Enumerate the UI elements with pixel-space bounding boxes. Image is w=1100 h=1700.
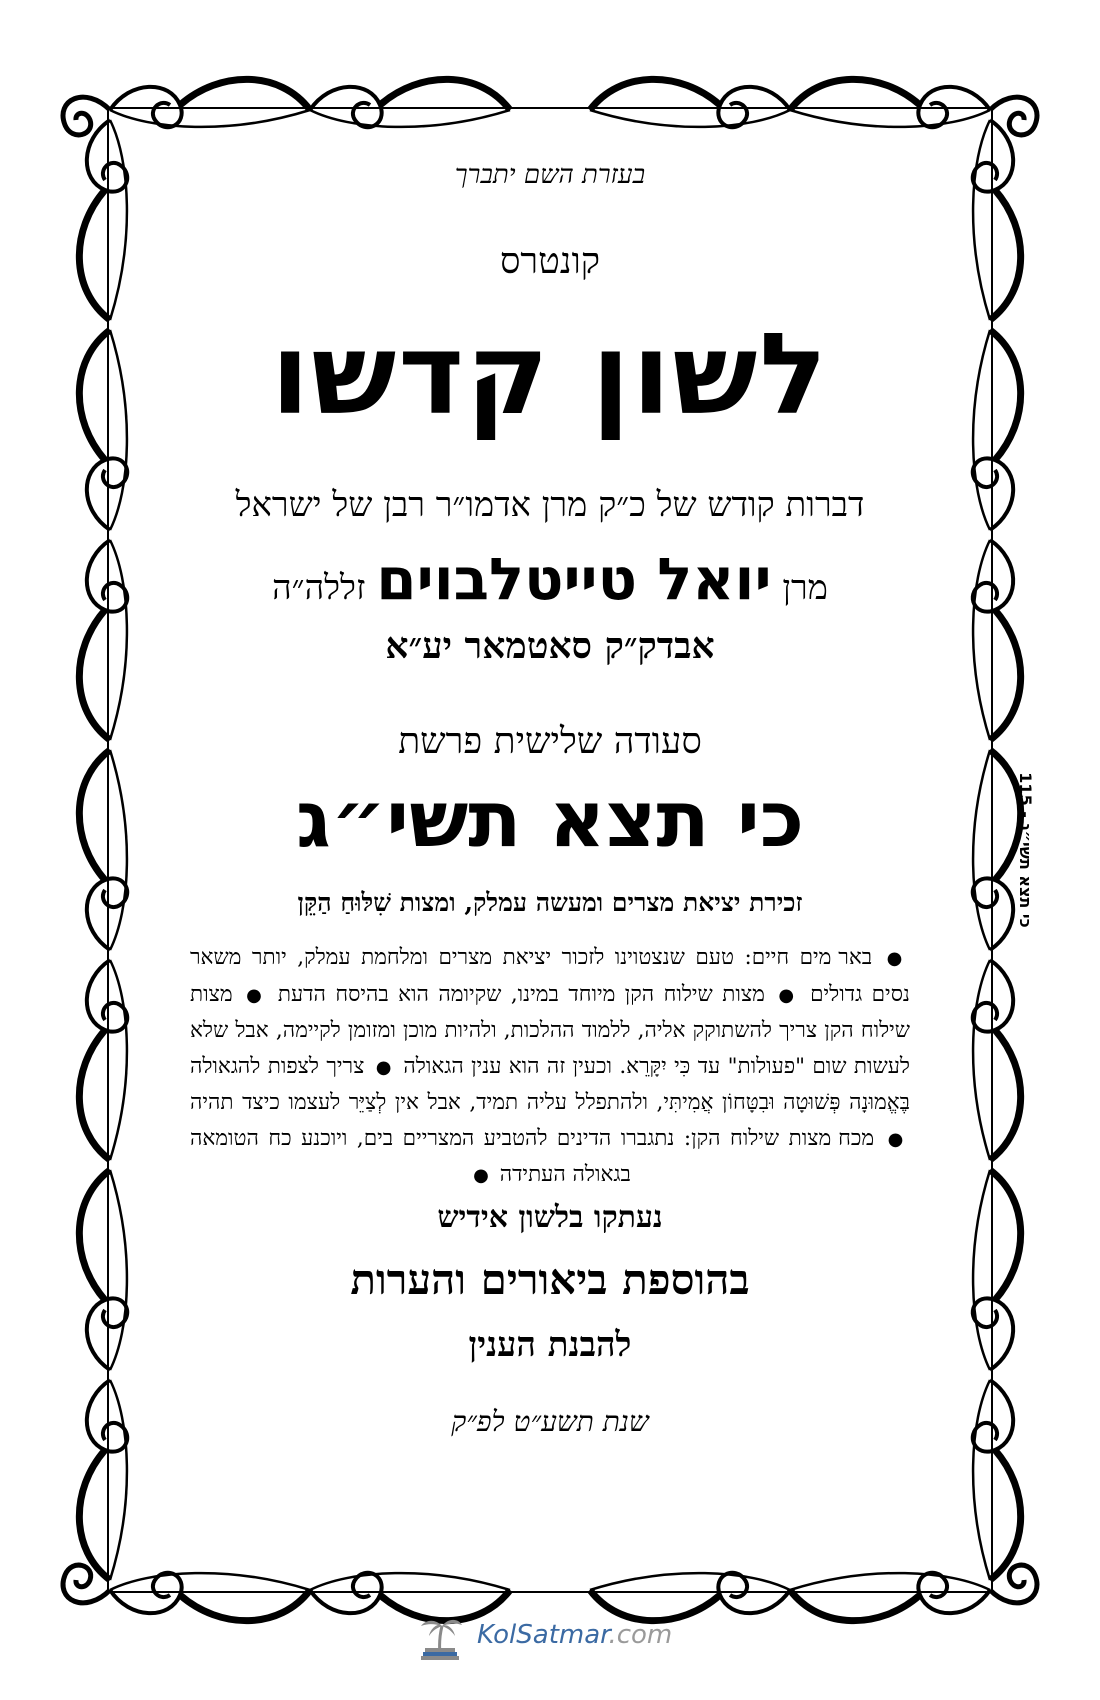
summary-segment: באר מים חיים: טעם שנצטוינו לזכור יציאת מצרים ומלחמת עמלק, יותר משאר נסים גדולים: [190, 945, 910, 1007]
summary-paragraph: [190, 940, 910, 1194]
summary-segment: מכח מצות שילוח הקן: נתגברו הדינים להטביע המצריים בים, ויוכנע כח הטומאה בגאולה העתידה: [190, 1125, 875, 1187]
frame-flourish-top: [310, 79, 510, 127]
blessing-text: בעזרת השם יתברך: [454, 160, 646, 190]
summary-segment: מצות שילוח הקן מיוחד במינו, שקיומה הוא בהיסח הדעת: [277, 981, 765, 1007]
frame-flourish-right: [973, 330, 1021, 530]
author-words-line: דברות קודש של כ״ק מרן אדמו״ר רבן של ישראל: [235, 485, 865, 525]
bullet-icon: ●: [375, 1056, 393, 1078]
frame-flourish-left: [79, 960, 127, 1160]
frame-flourish-right: [973, 960, 1021, 1160]
frame-corner-swirl: [63, 97, 110, 135]
frame-flourish-right: [973, 120, 1021, 320]
page-title: לשון קדשו: [270, 310, 830, 440]
frame-flourish-top: [590, 79, 790, 127]
bullet-icon: ●: [887, 1128, 906, 1150]
logo-text: [477, 1620, 672, 1650]
author-prefix: מרן: [782, 568, 828, 608]
frame-flourish-bottom: [110, 1573, 310, 1621]
side-page-label: כי תצא תשי״ג - 115: [1016, 772, 1035, 928]
title-page: [190, 160, 910, 1500]
summary-segment: וכעין זה הוא ענין הגאולה: [403, 1053, 612, 1079]
parsha-title: כי תצא תשי״ג: [295, 775, 805, 865]
bullet-icon: ●: [473, 1165, 489, 1186]
summary-segment: צריך לצפות להגאולה בֶּאֱמוּנָה פְּשׁוּטָה וּבִטָּחוֹן אֲמִיתִּי, ולהתפלל עליה תמיד, אבל אין לְצַיֵּר לעצמו כיצד תהיה: [190, 1053, 910, 1115]
bullet-icon: ●: [246, 984, 265, 1006]
bullet-icon: ●: [886, 948, 906, 969]
frame-flourish-left: [79, 120, 127, 320]
frame-flourish-right: [973, 1170, 1021, 1370]
summary-segment: מצות שילוח הקן צריך להשתוקק אליה, ללמוד ההלכות, ולהיות מוכן ומזומן לקיימה, אבל שלא לעשות שום "פעולות" עד כִּי יִקָּרֵא.: [190, 981, 910, 1079]
understanding-note: להבנת הענין: [468, 1325, 632, 1365]
frame-flourish-top: [790, 79, 990, 127]
frame-flourish-left: [79, 1170, 127, 1370]
seuda-label: סעודה שלישית פרשת: [398, 721, 702, 762]
site-logo[interactable]: [415, 1612, 695, 1662]
additions-note: בהוספת ביאורים והערות: [350, 1255, 750, 1304]
frame-flourish-right: [973, 540, 1021, 740]
bullet-icon: ●: [778, 984, 797, 1006]
subject-heading: זכירת יציאת מצרים ומעשה עמלק, ומצות שִׁלּוּחַ הַקֵּן: [297, 888, 803, 917]
publication-year: שנת תשע״ט לפ״ק: [451, 1405, 649, 1438]
author-name: יואל טייטלבוים: [376, 545, 772, 613]
frame-flourish-bottom: [790, 1573, 990, 1621]
frame-flourish-top: [110, 79, 310, 127]
author-suffix: זללה״ה: [272, 568, 366, 608]
frame-flourish-right: [973, 1380, 1021, 1580]
frame-corner-swirl: [990, 97, 1037, 135]
frame-flourish-left: [79, 750, 127, 950]
frame-flourish-left: [79, 1380, 127, 1580]
author-title-line: אבדק״ק סאטמאר יע״א: [385, 625, 715, 667]
translation-note: נעתקו בלשון אידיש: [437, 1200, 663, 1235]
kuntres-label: קונטרס: [499, 241, 601, 282]
logo-brand: KolSatmar: [477, 1620, 609, 1650]
logo-tld: .com: [608, 1620, 673, 1650]
author-name-line: [190, 545, 910, 613]
palm-tree-books-icon: [415, 1612, 465, 1662]
frame-flourish-left: [79, 540, 127, 740]
frame-flourish-left: [79, 330, 127, 530]
